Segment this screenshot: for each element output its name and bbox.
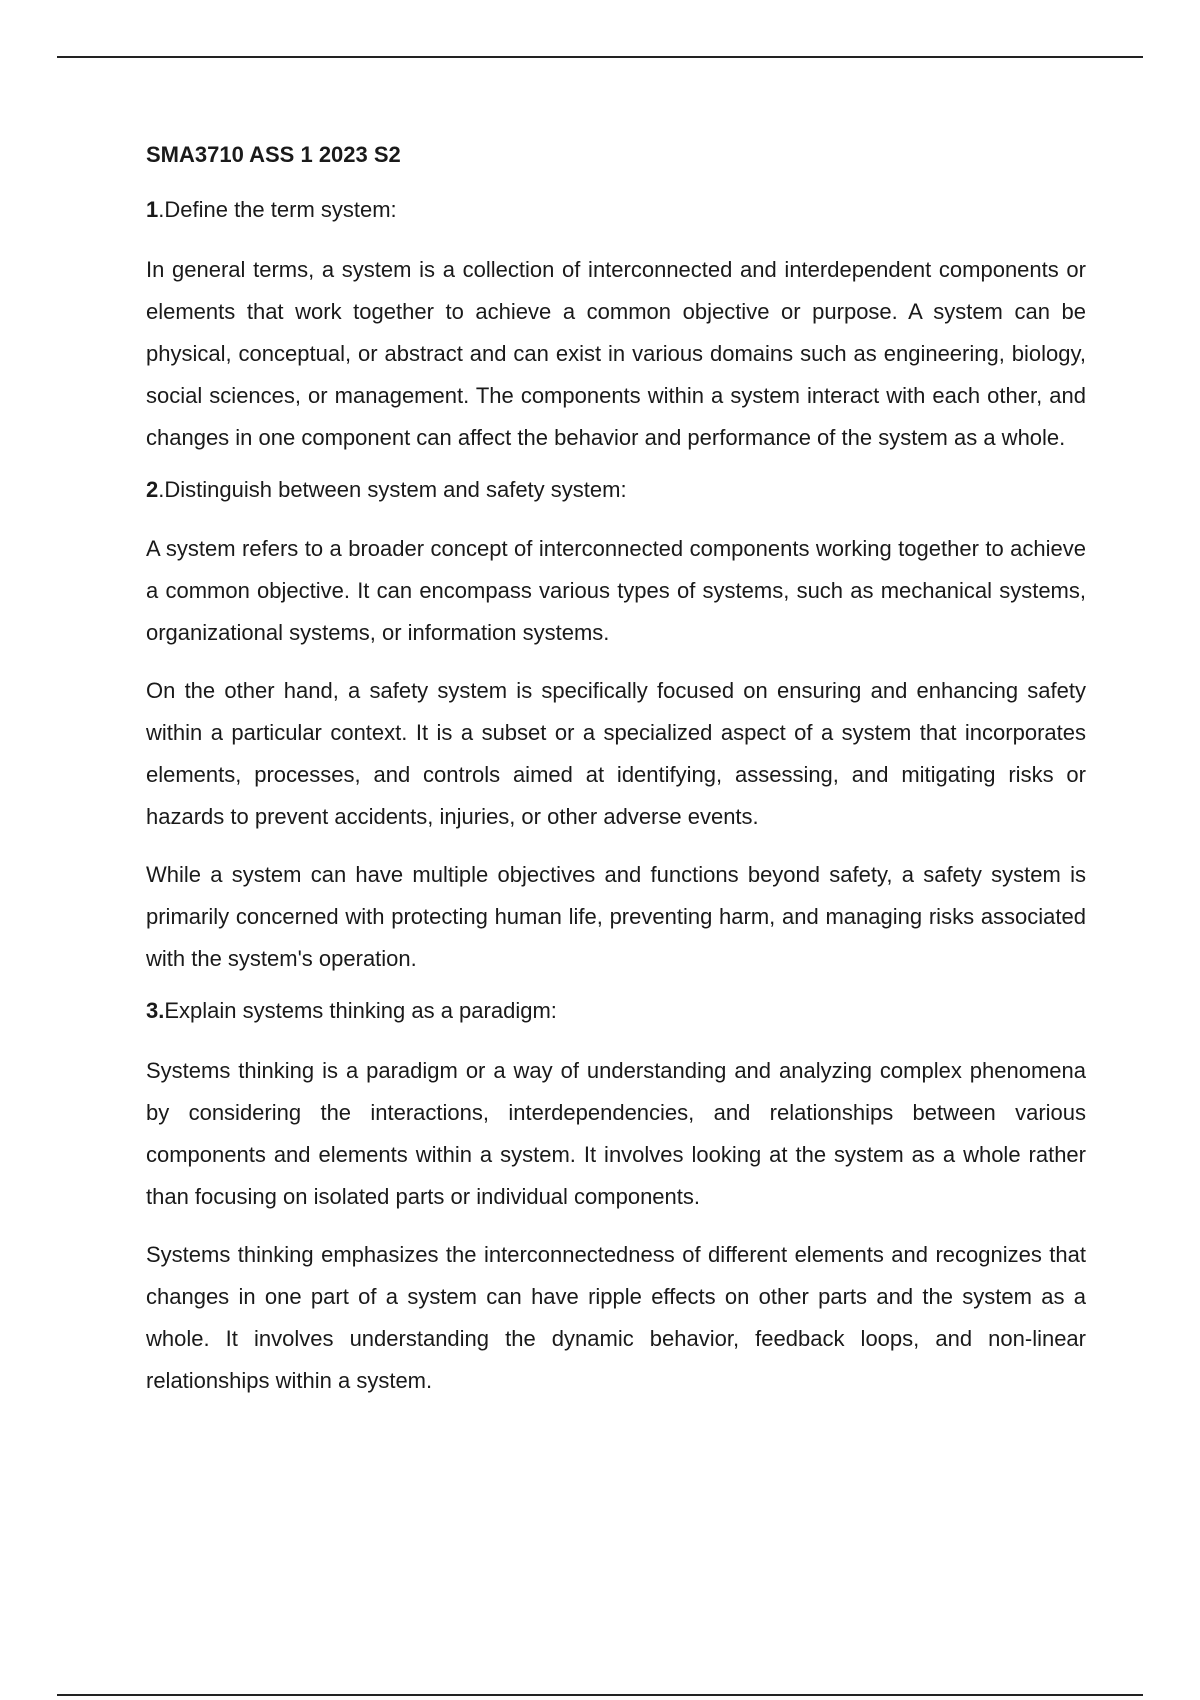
question-number: 1 (146, 196, 159, 222)
answer-paragraph: A system refers to a broader concept of interconnected components working together to achieve a common objective. It can encompass various types of systems, such as mechanical systems, organizational systems, or information systems. (146, 536, 1086, 646)
bottom-rule (57, 1694, 1143, 1696)
answer-paragraph: Systems thinking is a paradigm or a way of understanding and analyzing complex phenomena by considering the interactions, interdependencies, and relationships between various components and elements within a system. It involves looking at the system as a whole rather than focusing on isolated parts or individual components. (146, 1058, 1086, 1210)
document-title: SMA3710 ASS 1 2023 S2 (146, 142, 401, 167)
question-text: .Distinguish between system and safety system: (158, 476, 627, 502)
question-3 (146, 996, 1086, 1027)
top-rule (57, 56, 1143, 58)
question-1 (146, 195, 1086, 226)
answer-paragraph: In general terms, a system is a collection of interconnected and interdependent components or elements that work together to achieve a common objective or purpose. A system can be physical, conceptual, or abstract and can exist in various domains such as engineering, biology, social sciences, or management. The components within a system interact with each other, and changes in one component can affect the behavior and performance of the system as a whole. (146, 256, 1086, 450)
answer-paragraph: On the other hand, a safety system is specifically focused on ensuring and enhancing safety within a particular context. It is a subset or a specialized aspect of a system that incorporates elements, processes, and controls aimed at identifying, assessing, and mitigating risks or hazards to prevent accidents, injuries, or other adverse events. (146, 678, 1086, 830)
question-text: Explain systems thinking as a paradigm: (164, 998, 557, 1024)
question-number: 3. (146, 998, 165, 1024)
question-number: 2 (146, 476, 159, 502)
question-2 (146, 475, 1086, 506)
document-body (146, 140, 1086, 1418)
question-text: .Define the term system: (158, 196, 397, 222)
answer-paragraph: Systems thinking emphasizes the interconnectedness of different elements and recognizes that changes in one part of a system can have ripple effects on other parts and the system as a whole. It involves understanding the dynamic behavior, feedback loops, and non-linear relationships within a system. (146, 1242, 1086, 1394)
answer-paragraph: While a system can have multiple objectives and functions beyond safety, a safety system is primarily concerned with protecting human life, preventing harm, and managing risks associated with the system's operation. (146, 862, 1086, 972)
